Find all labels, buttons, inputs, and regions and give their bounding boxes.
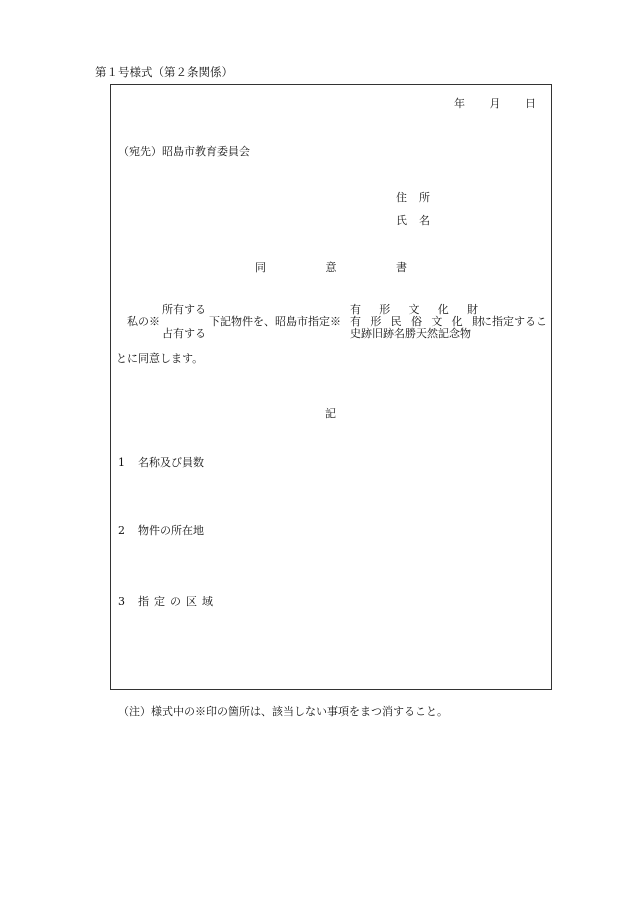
consent-option-yukei-minzoku-bunkazai	[350, 316, 483, 327]
item-label: 名称及び員数	[138, 456, 204, 469]
row1-char: 化	[437, 303, 449, 316]
row1-char: 有	[350, 303, 361, 316]
row2-char: 民	[390, 315, 402, 328]
consent-watashi: 私の※	[127, 315, 160, 328]
consent-kaki: 下記物件を、昭島市指定※	[209, 315, 341, 328]
date-line	[454, 98, 536, 109]
item-2	[118, 525, 204, 536]
item-3	[118, 596, 218, 607]
consent-option-shoyu: 所有する	[162, 303, 206, 316]
item-1	[118, 457, 204, 468]
date-day: 日	[525, 97, 536, 110]
consent-continuation: とに同意します。	[116, 352, 204, 365]
row2-char: 形	[370, 315, 382, 328]
row2-char: 財	[471, 315, 483, 328]
date-month: 月	[489, 97, 501, 110]
consent-option-senyu: 占有する	[162, 327, 206, 340]
item-number: 1	[118, 456, 125, 469]
row1-char: 文	[408, 303, 420, 316]
title-char-1: 同	[255, 261, 266, 274]
title-char-3: 書	[396, 261, 407, 274]
addressee: （宛先）昭島市教育委員会	[118, 145, 250, 158]
item-label: 指定の区域	[138, 595, 218, 608]
name-char-1: 氏	[396, 214, 407, 227]
name-label	[396, 215, 430, 226]
title-char-2: 意	[325, 261, 337, 274]
form-title: 第１号様式（第２条関係）	[95, 65, 233, 79]
row2-char: 化	[451, 315, 463, 328]
row2-char: 文	[431, 315, 443, 328]
item-number: 3	[118, 595, 125, 608]
row2-char: 俗	[410, 315, 422, 328]
item-number: 2	[118, 524, 125, 537]
address-char-1: 住	[396, 191, 407, 204]
consent-option-yukei-bunkazai	[350, 304, 478, 315]
ki-heading: 記	[325, 407, 336, 420]
address-label	[396, 192, 430, 203]
row2-char: 有	[350, 315, 361, 328]
consent-option-shiseki: 史跡旧跡名勝天然記念物	[350, 327, 471, 340]
footnote: （注）様式中の※印の箇所は、該当しない事項をまつ消すること。	[118, 705, 448, 718]
name-char-2: 名	[419, 214, 430, 227]
address-char-2: 所	[419, 191, 430, 204]
row1-char: 形	[379, 303, 391, 316]
consent-ni: に指定するこ	[481, 315, 547, 328]
document-title	[255, 262, 407, 273]
date-year: 年	[454, 97, 465, 110]
item-label: 物件の所在地	[138, 524, 204, 537]
row1-char: 財	[467, 303, 478, 316]
